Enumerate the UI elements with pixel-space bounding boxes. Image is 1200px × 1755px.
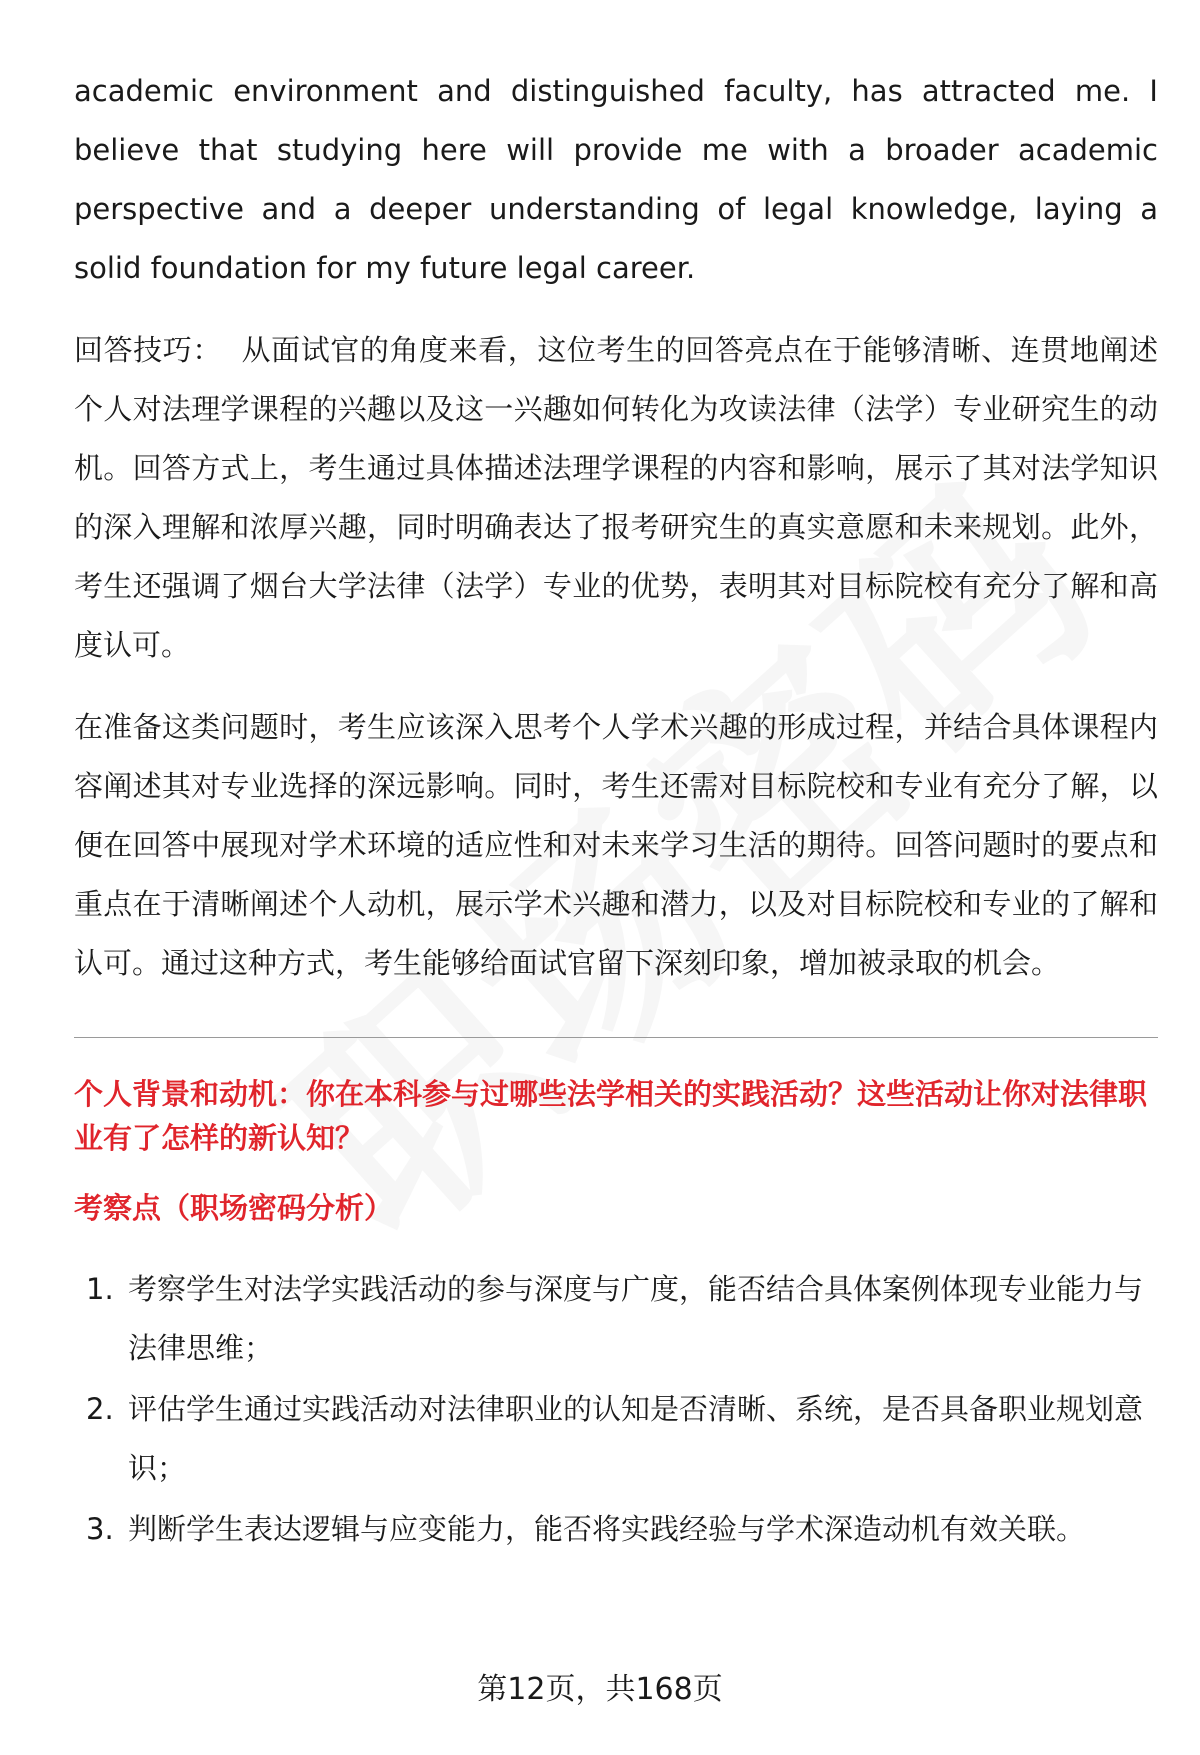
- list-item-number: 3.: [86, 1512, 114, 1546]
- list-item: [74, 1380, 1158, 1498]
- list-item-number: 2.: [86, 1392, 114, 1426]
- list-item-number: 1.: [86, 1272, 114, 1306]
- prep-paragraph: 在准备这类问题时，考生应该深入思考个人学术兴趣的形成过程，并结合具体课程内容阐述其对专业选择的深远影响。同时，考生还需对目标院校和专业有充分了解，以便在回答中展现对学术环境的适应性和对未来学习生活的期待。回答问题时的要点和重点在于清晰阐述个人动机，展示学术兴趣和潜力，以及对目标院校和专业的了解和认可。通过这种方式，考生能够给面试官留下深刻印象，增加被录取的机会。: [74, 710, 1158, 980]
- tips-label: 回答技巧：: [74, 333, 222, 367]
- tips-text: 从面试官的角度来看，这位考生的回答亮点在于能够清晰、连贯地阐述个人对法理学课程的兴趣以及这一兴趣如何转化为攻读法律（法学）专业研究生的动机。回答方式上，考生通过具体描述法理学课程的内容和影响，展示了其对法学知识的深入理解和浓厚兴趣，同时明确表达了报考研究生的真实意愿和未来规划。此外，考生还强调了烟台大学法律（法学）专业的优势，表明其对目标院校有充分了解和高度认可。: [74, 333, 1158, 662]
- list-item-text: 判断学生表达逻辑与应变能力，能否将实践经验与学术深造动机有效关联。: [128, 1512, 1086, 1546]
- intro-paragraph: academic environment and distinguished faculty, has attracted me. I believe that studying here will provide me with a broader academic perspective and a deeper understanding of legal knowledge, laying a solid foundation for my future legal career.: [74, 74, 1158, 285]
- assessment-points-list: [74, 1260, 1158, 1559]
- list-item-text: 考察学生对法学实践活动的参与深度与广度，能否结合具体案例体现专业能力与法律思维；: [128, 1272, 1144, 1365]
- document-page: [74, 62, 1158, 1561]
- tips-paragraph: [74, 321, 1158, 675]
- list-item: [74, 1260, 1158, 1378]
- interview-question: 个人背景和动机：你在本科参与过哪些法学相关的实践活动？这些活动让你对法律职业有了怎样的新认知？: [74, 1077, 1148, 1155]
- section-divider: [74, 1037, 1158, 1038]
- assessment-heading: 考察点（职场密码分析）: [74, 1191, 394, 1225]
- list-item-text: 评估学生通过实践活动对法律职业的认知是否清晰、系统，是否具备职业规划意识；: [128, 1392, 1144, 1485]
- page-indicator: 第12页，共168页: [477, 1672, 723, 1707]
- list-item: [74, 1500, 1158, 1559]
